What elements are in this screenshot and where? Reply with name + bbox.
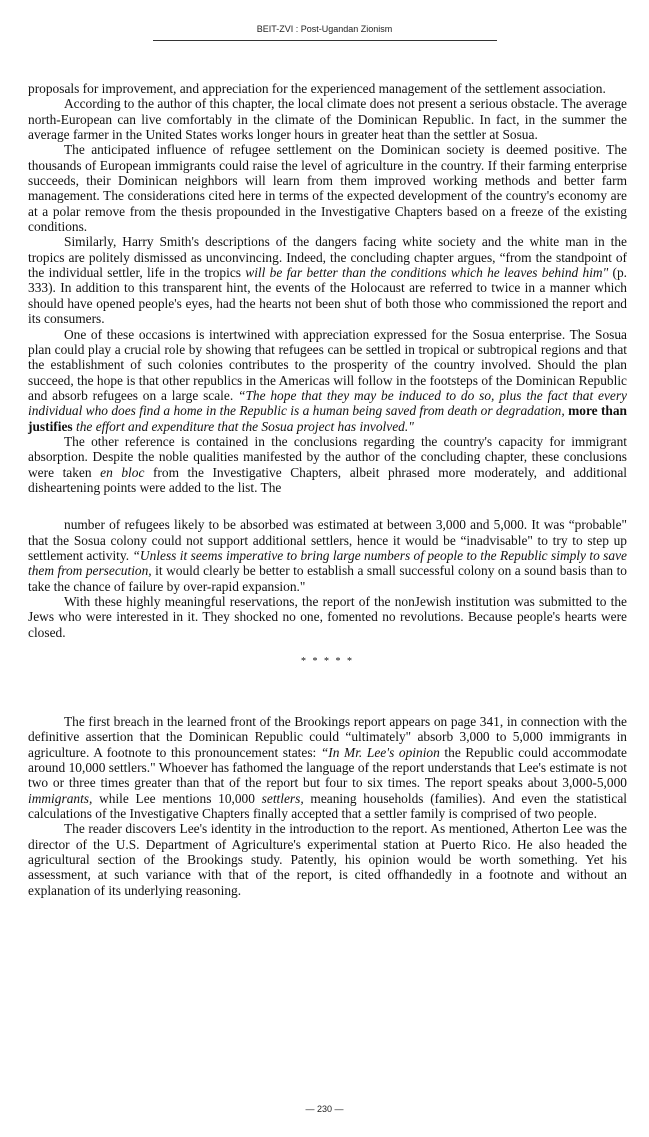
text-run: the Republic could accommodate around 10,000 settlers." Whoever has fathomed the language of the report understands that Lee's estimate is not two or three times greater than that of the report but four to six times. The report speaks about 3,000-5,000 [28,744,628,791]
paragraph-continuation: proposals for improvement, and appreciation for the experienced management of the settlement association. [28,81,606,96]
paragraph-climate: According to the author of this chapter, the local climate does not present a serious obstacle. The average north-European can live comfortably in the climate of the Dominican Republic. In fact, in the summer the average farmer in the United States works longer hours in greater heat than the settler at Sosua. [28,96,627,143]
running-header: BEIT-ZVI : Post-Ugandan Zionism [256,24,393,34]
text-run: it would clearly be better to establish a small successful colony on a sound basis than to take the chance of failure by over-rapid expansion." [28,563,627,594]
paragraph-reservations: With these highly meaningful reservations, the report of the nonJewish institution was submitted to the Jews who were interested in it. They shocked no one, fomented no revolutions. Because people's hearts were closed. [28,594,627,640]
text-run: meaning households (families). And even the statistical calculations of the Investigative Chapters finally accepted that a settler family is comprised of two people. [28,790,627,822]
italic-quote: “In Mr. Lee's opinion [320,744,440,760]
text-run: Similarly, Harry Smith's descriptions of the dangers facing white society and the white man in the tropics are politely dismissed as unconvincing. Indeed, the concluding chapter argues, “from the standpoint of the individual settler, life in the tropics [28,234,627,281]
spacer [28,495,627,517]
italic-quote: “The hope that they may be induced to do so, plus the fact that every individual who does find a home in the Republic is a human being saved from death or degradation, [28,387,628,419]
italic-term: immigrants, [28,790,93,806]
italic-term: en bloc [100,464,145,480]
paragraph-harry-smith [28,234,627,326]
text-run: (p. 333). In addition to this transparent hint, the events of the Holocaust are referred to twice in a manner which should have opened people's eyes, had the hearts not been shut of both those who commissioned the report and its consumers. [28,265,628,327]
page-number: — 230 — [305,1104,344,1114]
bold-emphasis: more than justifies [28,403,627,434]
text-run: while Lee mentions 10,000 [92,790,262,806]
italic-quote: will be far better than the conditions which he leaves behind him" [245,265,609,281]
paragraph-influence: The anticipated influence of refugee settlement on the Dominican society is deemed positive. The thousands of European immigrants could raise the level of agriculture in the country. If their farming enterprise succeeds, their Dominican neighbors will learn from them improved working methods and better farm management. The considerations cited here in terms of the expected development of the country's economy are at a polar remove from the thesis propounded in the Investigative Chapters based on a freeze of the existing conditions. [28,142,627,235]
italic-term: settlers, [261,790,304,806]
section-separator: * * * * * [301,656,354,668]
text-run: from the Investigative Chapters, albeit phrased more moderately, and additional disheartening points were added to the list. The [28,464,628,495]
header-rule [153,40,497,41]
paragraph-other-reference [28,434,627,495]
paragraph-lee-identity: The reader discovers Lee's identity in the introduction to the report. As mentioned, Atherton Lee was the director of the U.S. Department of Agriculture's experimental station at Puerto Rico. He also headed the agricultural section of the Brookings study. Patently, his opinion would be worth something. Yet his assessment, at such variance with that of the report, is cited offhandedly in a footnote and without an explanation of its underlying reasoning. [28,821,627,898]
spacer [28,669,627,714]
italic-quote: “Unless it seems imperative to bring large numbers of people to the Republic simply to save them from persecution, [28,547,627,579]
text-run: One of these occasions is intertwined with appreciation expressed for the Sosua enterprise. The Sosua plan could play a crucial role by showing that refugees can be settled in tropical or subtropical regions and that the establishment of such colonies contributes to the prosperity of the country involved. Should the plan succeed, the hope is that other republics in the Americas will follow in the footsteps of the Dominican Republic and absorb refugees on a large scale. [28,326,627,403]
paragraph-sosua-enterprise [28,327,627,434]
paragraph-refugee-number [28,517,627,594]
text-run: The other reference is contained in the conclusions regarding the country's capacity for immigrant absorption. Despite the noble qualities manifested by the author of the concluding chapter, these conclusions were taken [28,433,627,480]
text-run: number of refugees likely to be absorbed was estimated at between 3,000 and 5,000. It was “probable" that the Sosua colony could not support additional settlers, hence it would be “inadvisable" to try to step up settlement activity. [28,517,627,563]
italic-quote: the effort and expenditure that the Sosua project has involved." [75,418,414,434]
paragraph-first-breach [28,714,627,821]
page-body [28,81,627,898]
text-run: The first breach in the learned front of the Brookings report appears on page 341, in connection with the definitive assertion that the Dominican Republic could “ultimately" absorb 3,000 to 5,000 immigrants in agriculture. A footnote to this pronouncement states: [28,714,627,760]
